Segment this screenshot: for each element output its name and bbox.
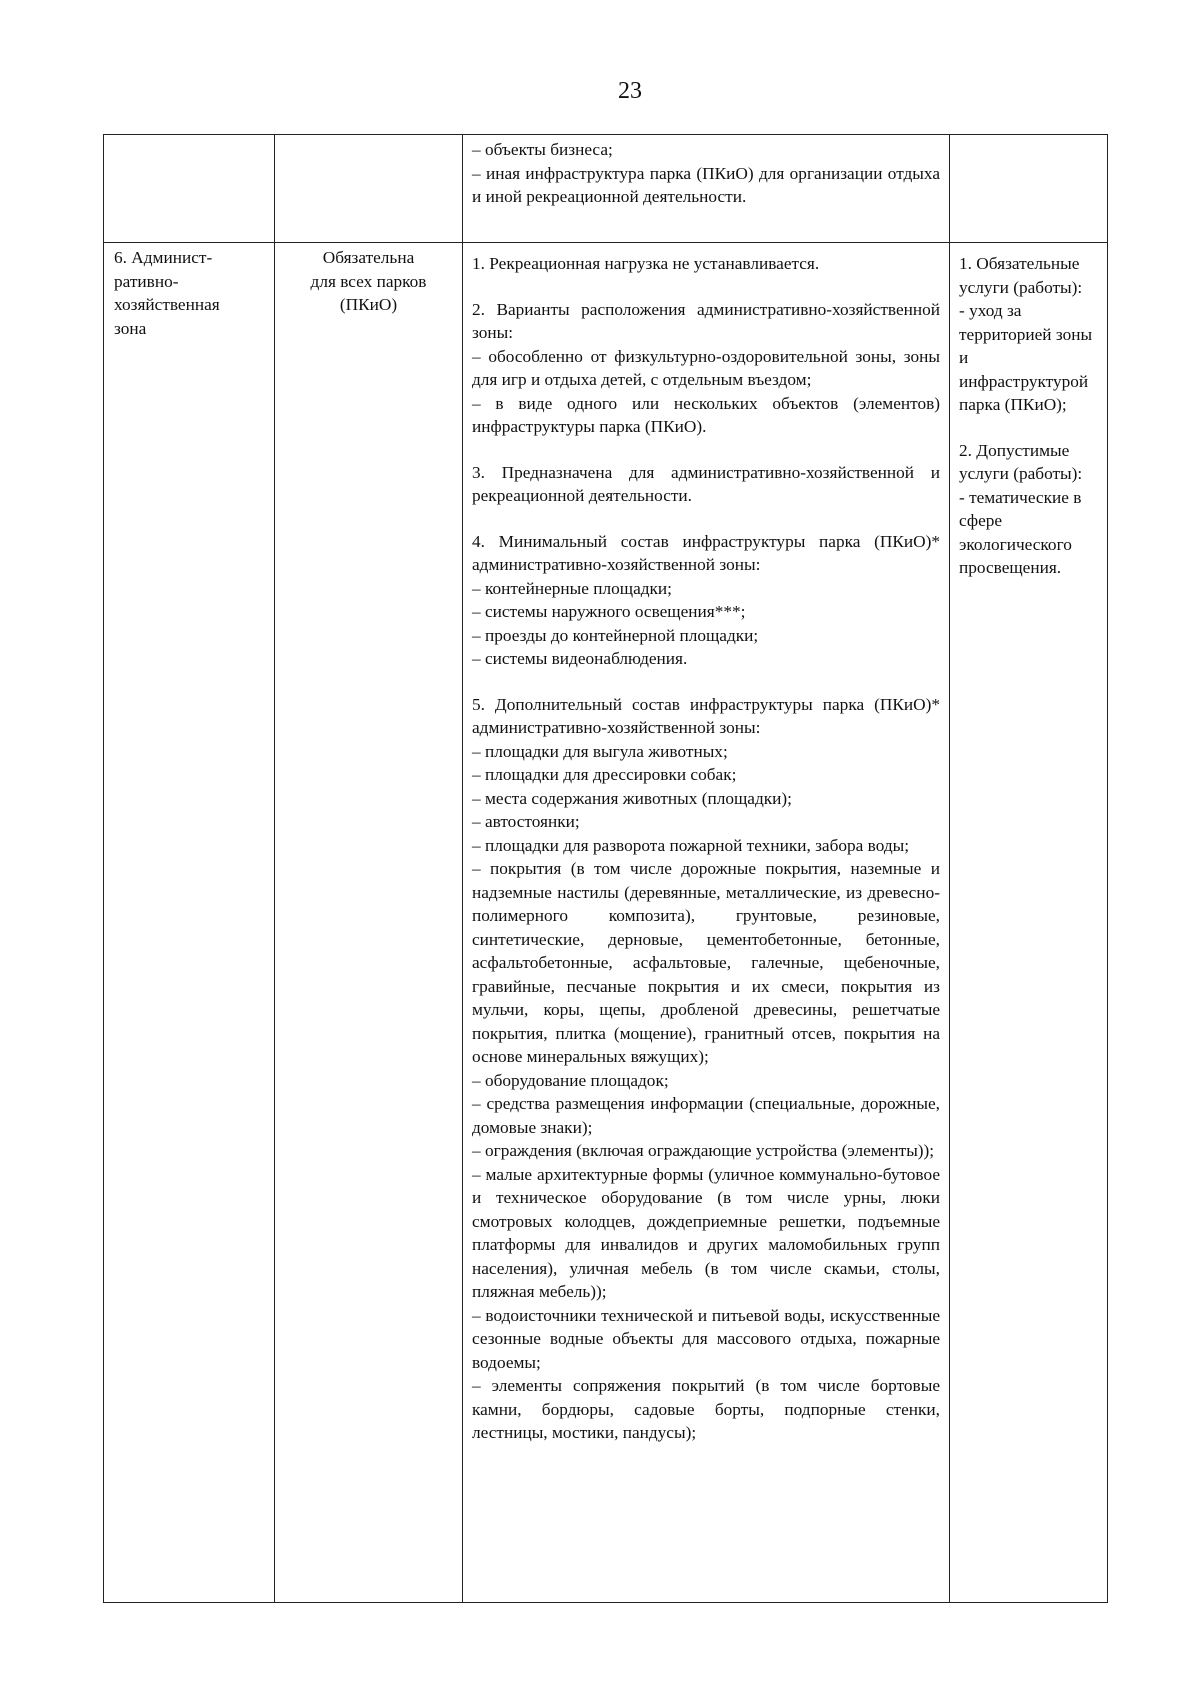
services-line: экологического [959,534,1072,554]
list-item: – проезды до контейнерной площадки; [472,625,759,645]
table-row-continuation [104,135,1108,243]
cell-continuation-items [463,135,950,243]
point-3: 3. Предназначена для административно-хозяйственной и рекреационной деятельности. [472,462,940,505]
list-item: – средства размещения информации (специальные, дорожные, домовые знаки); [472,1094,940,1137]
point-2-title: 2. Варианты расположения административно-хозяйственной зоны: [472,299,940,342]
services-line: - уход за [959,301,1022,320]
cell-requirement [275,243,463,1603]
list-item: – элементы сопряжения покрытий (в том числе бортовые камни, бордюры, садовые борты, подпорные стенки, лестницы, мостики, пандусы); [472,1376,940,1442]
cell-services [950,243,1108,1603]
services-line: просвещения. [959,558,1062,577]
cell-empty-zone [104,135,275,243]
list-item: – места содержания животных (площадки); [472,788,792,808]
list-item: – системы видеонаблюдения. [472,649,688,668]
list-item: – системы наружного освещения***; [472,602,746,621]
list-item: – обособленно от физкультурно-оздоровительной зоны, зоны для игр и отдыха детей, с отдельным въездом; [472,346,940,389]
services-line: услуги (работы): [959,277,1083,297]
services-line: сфере [959,511,1003,530]
cell-zone-name [104,243,275,1603]
services-line: - тематические в [959,487,1082,507]
list-item: – оборудование площадок; [472,1070,669,1090]
requirement-line: (ПКиО) [339,295,398,314]
list-item: – объекты бизнеса; [472,140,613,159]
list-item: – ограждения (включая ограждающие устройства (элементы)); [472,1141,935,1160]
list-item: – иная инфраструктура парка (ПКиО) для организации отдыха и иной рекреационной деятельности. [472,163,940,206]
list-item: – водоисточники технической и питьевой воды, искусственные сезонные водные объекты для массового отдыха, пожарные водоемы; [472,1305,940,1372]
zone-name-line: 6. Админист- [114,248,213,267]
requirement-line: Обязательна [322,248,415,267]
zone-name-line: зона [114,318,147,338]
services-line: 2. Допустимые [959,440,1070,460]
cell-zone-description [463,243,950,1603]
zone-name-line: хозяйственная [114,295,220,314]
point-1: 1. Рекреационная нагрузка не устанавливается. [472,254,820,273]
page-number: 23 [618,78,642,104]
cell-empty-services [950,135,1108,243]
document-table [103,134,1108,1603]
zone-name-line: ративно- [114,271,179,291]
list-item: – в виде одного или нескольких объектов (элементов) инфраструктуры парка (ПКиО). [472,393,940,436]
services-line: территорией зоны [959,324,1093,344]
list-item: – площадки для выгула животных; [472,741,728,761]
list-item: – площадки для дрессировки собак; [472,765,737,784]
list-item: – площадки для разворота пожарной техники, забора воды; [472,835,910,855]
point-4-title: 4. Минимальный состав инфраструктуры парка (ПКиО)* административно-хозяйственной зоны: [472,531,940,574]
services-line: услуги (работы): [959,464,1083,483]
services-line: и [959,348,969,367]
services-line: парка (ПКиО); [959,395,1067,414]
services-line: инфраструктурой [959,371,1089,391]
list-item: – автостоянки; [472,812,580,831]
cell-empty-requirement [275,135,463,243]
list-item: – покрытия (в том числе дорожные покрытия, наземные и надземные настилы (деревянные, металлические, из древесно-полимерного композита), грунтовые, резиновые, синтетические, дерновые, цементобетонные, бетонные, асфальтобетонные, асфальтовые, галечные, щебеночные, гравийные, песчаные покрытия и их смеси, покрытия из мульчи, коры, щепы, дробленой древесины, решетчатые покрытия, плитка (мощение), гранитный отсев, покрытия на основе минеральных вяжущих); [472,859,940,1066]
services-line: 1. Обязательные [959,254,1080,273]
list-item: – малые архитектурные формы (уличное коммунально-бутовое и техническое оборудование (в том числе урны, люки смотровых колодцев, дождеприемные решетки, подъемные платформы для инвалидов и других маломобильных групп населения), уличная мебель (в том числе скамьи, столы, пляжная мебель)); [472,1164,940,1301]
requirement-line: для всех парков [310,271,427,291]
list-item: – контейнерные площадки; [472,578,672,598]
point-5-title: 5. Дополнительный состав инфраструктуры парка (ПКиО)* административно-хозяйственной зоны: [472,694,940,737]
table-row-admin-zone [104,243,1108,1603]
